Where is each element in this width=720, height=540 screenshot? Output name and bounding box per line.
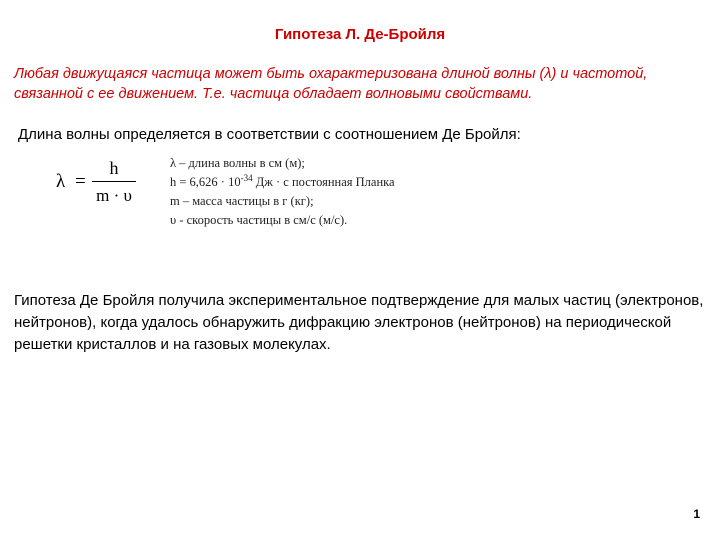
definition-lambda: λ – длина волны в см (м); xyxy=(170,156,305,170)
formula-lambda: λ xyxy=(56,171,66,192)
formula-numerator: h xyxy=(109,158,119,178)
hypothesis-text: Любая движущаяся частица может быть охарактеризована длиной волны (λ) и частотой, связанной с ее движением. Т.е. частица обладает волновыми свойствами. xyxy=(14,66,648,102)
intro-text: Длина волны определяется в соответствии с соотношением Де Бройля: xyxy=(18,126,521,143)
definition-velocity: υ - скорость частицы в см/с (м/с). xyxy=(170,213,348,227)
fraction-bar xyxy=(92,181,136,182)
formula-equals: = xyxy=(75,171,86,192)
formula-denominator: m · υ xyxy=(96,186,132,205)
definition-mass: m – масса частицы в г (кг); xyxy=(170,194,314,208)
formula-fraction xyxy=(92,157,136,207)
planck-suffix: Дж · с постоянная Планка xyxy=(252,175,395,189)
conclusion-text: Гипотеза Де Бройля получила экспериментальное подтверждение для малых частиц (электронов, нейтронов), когда удалось обнаружить дифракцию электронов (нейтронов) на периодической решетки кристаллов и на газовых молекулах. xyxy=(14,292,704,353)
page-number: 1 xyxy=(693,507,700,521)
definition-planck xyxy=(170,173,490,192)
slide-title: Гипотеза Л. Де-Бройля xyxy=(274,26,446,43)
planck-exponent: -34 xyxy=(240,173,253,183)
planck-prefix: h = 6,626 · 10 xyxy=(170,175,241,189)
de-broglie-formula xyxy=(56,157,136,209)
variable-definitions xyxy=(170,154,490,230)
